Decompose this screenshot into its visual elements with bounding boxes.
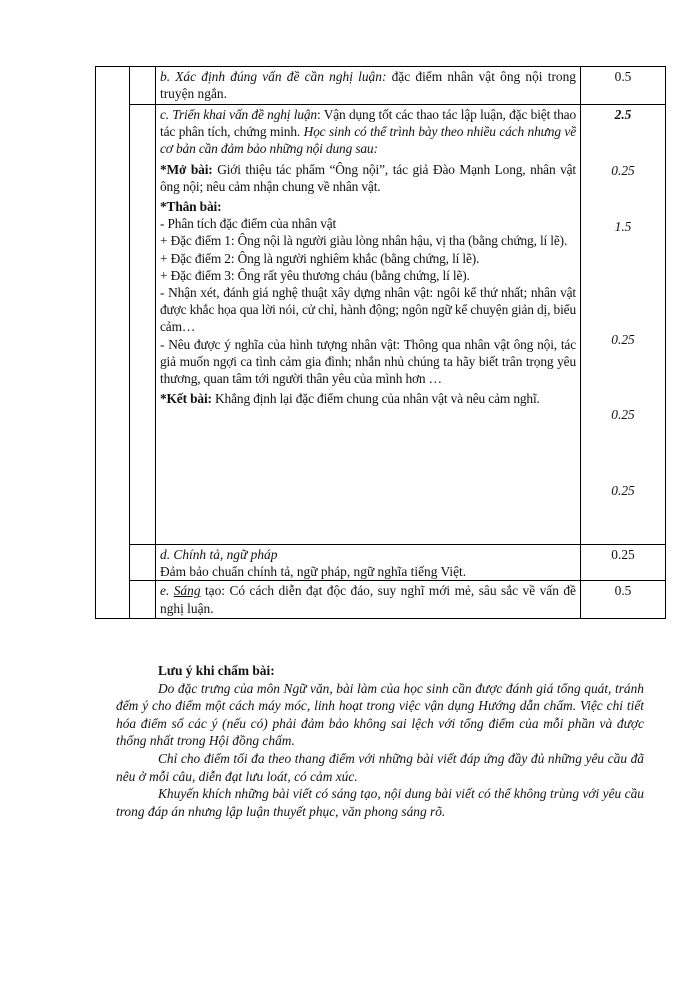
criterion-e-label-word: Sáng [173, 583, 201, 599]
score-c-body: 1.5 [614, 219, 632, 234]
criterion-d-label: d. Chính tả, ngữ pháp [160, 547, 278, 562]
criterion-c [156, 105, 581, 545]
score-c-conclusion: 0.25 [611, 483, 635, 498]
notes-paragraph: Chỉ cho điểm tối đa theo thang điểm với những bài viết đáp ứng đầy đủ những yêu cầu đã nêu ở mỗi câu, diễn đạt lưu loát, có cảm xúc. [116, 750, 644, 784]
conclusion-label: *Kết bài: [160, 391, 212, 407]
score-e: 0.5 [581, 581, 666, 619]
criterion-e-text: tạo: Có cách diễn đạt độc đáo, suy nghĩ mới mẻ, sâu sắc về vấn đề nghị luận. [160, 583, 576, 616]
criterion-c-text: : Vận dụng tốt các thao tác lập luận, đặc biệt thao tác phân tích, chứng minh. [160, 107, 576, 140]
part-cell [130, 67, 156, 105]
body-line: + Đặc điểm 3: Ông rất yêu thương cháu (bằng chứng, lí lẽ). [160, 267, 470, 283]
grading-rubric-table [95, 66, 666, 619]
part-cell [130, 545, 156, 581]
score-c-total: 2.5 [614, 107, 632, 122]
notes-title: Lưu ý khi chấm bài: [158, 663, 275, 678]
body-line: - Nêu được ý nghĩa của hình tượng nhân vật: Thông qua nhân vật ông nội, tác giả muốn ngợi ca tình cảm gia đình; nhắn nhủ chúng ta hãy biết trân trọng yêu thương, quan tâm tới người thân yêu của mình hơn … [160, 336, 576, 387]
body-line: - Nhận xét, đánh giá nghệ thuật xây dựng nhân vật: ngôi kể thứ nhất; nhân vật được khắc họa qua lời nói, cử chỉ, hành động; ngôn ngữ kể chuyện giản dị, biểu cảm… [160, 285, 576, 335]
score-c-meaning: 0.25 [611, 407, 635, 422]
conclusion-item [160, 390, 576, 407]
body-label: *Thân bài: [160, 199, 222, 215]
score-b: 0.5 [581, 67, 666, 105]
part-cell [130, 581, 156, 619]
criterion-b [156, 67, 581, 105]
conclusion-text: Khẳng định lại đặc điểm chung của nhân vật và nêu cảm nghĩ. [211, 391, 540, 407]
score-c [581, 105, 666, 545]
criterion-b-label: b. Xác định đúng vấn đề cần nghị luận: [160, 69, 387, 84]
criterion-e-label: e. [160, 583, 174, 599]
question-cell [96, 67, 130, 619]
criterion-b-text: đặc điểm nhân vật ông nội trong truyện ngắn. [160, 69, 576, 102]
notes-paragraph: Khuyến khích những bài viết có sáng tạo, nội dung bài viết có thể không trùng với yêu cầu trong đáp án nhưng lập luận thuyết phục, văn phong sáng rõ. [116, 786, 644, 819]
notes-paragraph: Do đặc trưng của môn Ngữ văn, bài làm của học sinh cần được đánh giá tổng quát, tránh đếm ý cho điểm một cách máy móc, linh hoạt trong việc vận dụng Hướng dẫn chấm. Việc chi tiết hóa điểm số các ý (nếu có) phải đảm bảo không sai lệch với tổng điểm của mỗi phần và được thống nhất trong Hội đồng chấm. [116, 680, 644, 749]
table-row [96, 581, 666, 619]
criterion-d [156, 545, 581, 581]
criterion-c-note: Học sinh có thể trình bày theo nhiều cách nhưng về cơ bản cần đảm bảo những nội dung sau: [160, 124, 576, 157]
score-c-intro: 0.25 [611, 163, 635, 178]
table-row [96, 105, 666, 545]
grading-notes [116, 662, 644, 820]
intro-text: Giới thiệu tác phẩm “Ông nội”, tác giả Đào Mạnh Long, nhân vật ông nội; nêu cảm nhận chung về nhân vật. [160, 161, 576, 194]
body-line: + Đặc điểm 2: Ông là người nghiêm khắc (bằng chứng, lí lẽ). [160, 250, 480, 266]
table-row [96, 67, 666, 105]
criterion-d-text: Đảm bảo chuẩn chính tả, ngữ pháp, ngữ nghĩa tiếng Việt. [160, 564, 467, 580]
score-d: 0.25 [581, 545, 666, 581]
criterion-e [156, 581, 581, 619]
body-line: + Đặc điểm 1: Ông nội là người giàu lòng nhân hậu, vị tha (bằng chứng, lí lẽ). [160, 233, 568, 249]
score-c-art: 0.25 [611, 332, 635, 347]
table-row [96, 545, 666, 581]
intro-label: *Mở bài: [160, 161, 213, 177]
intro-item [160, 161, 576, 195]
part-cell [130, 105, 156, 545]
body-line: - Phân tích đặc điểm của nhân vật [160, 216, 337, 232]
criterion-c-label: c. Triển khai vấn đề nghị luận [160, 107, 317, 122]
